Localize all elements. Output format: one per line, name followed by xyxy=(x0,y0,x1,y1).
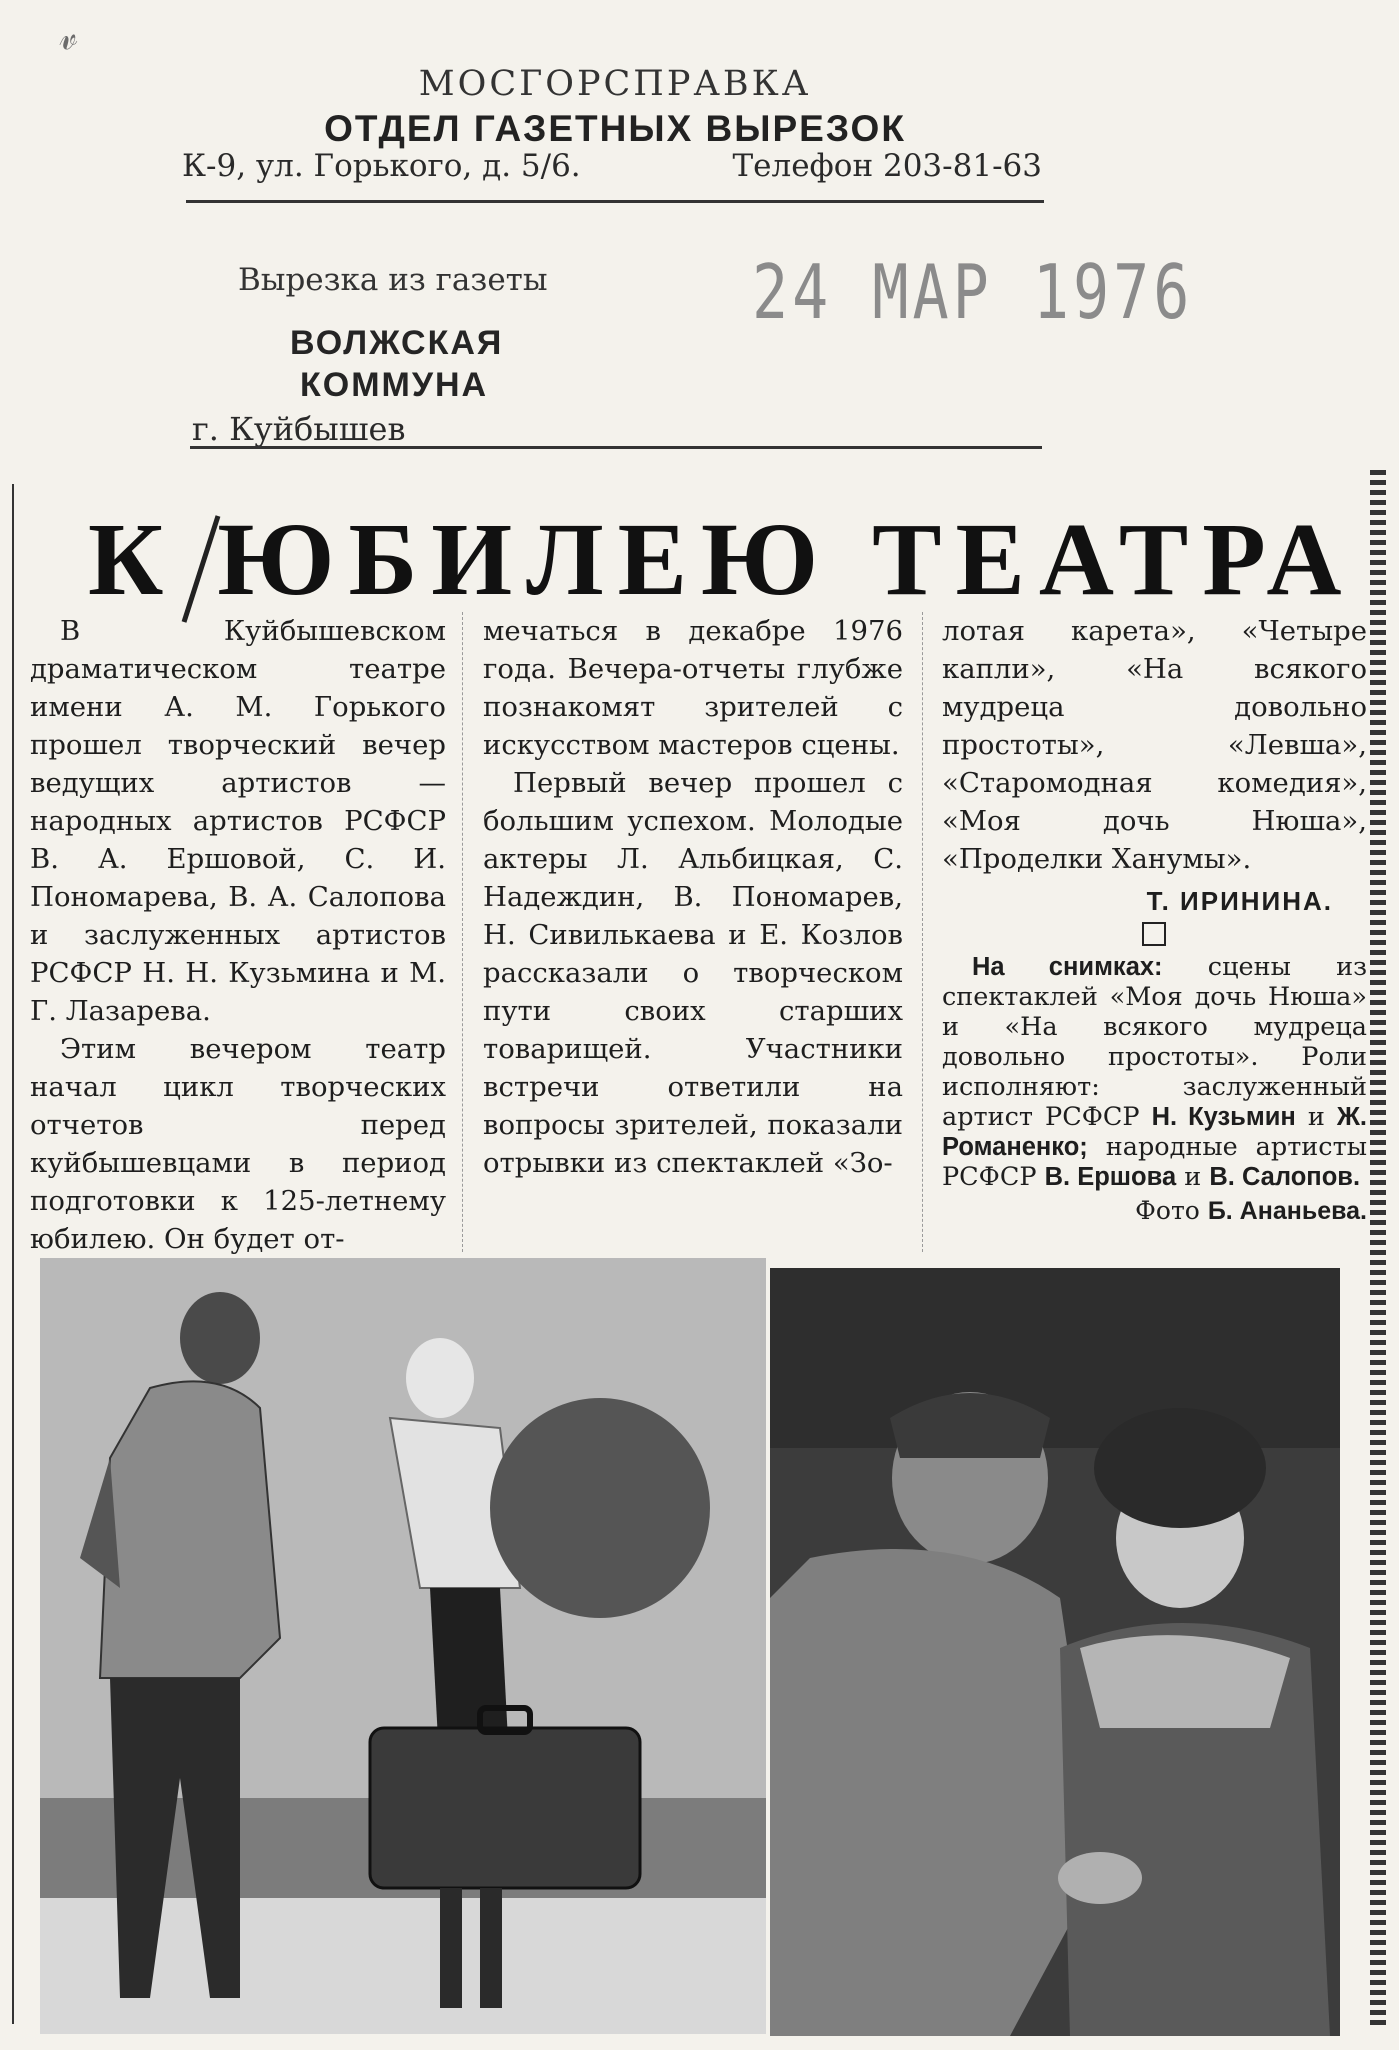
organization-name: МОСГОРСПРАВКА xyxy=(418,64,812,104)
caption-name: Н. Кузьмин xyxy=(1151,1103,1296,1131)
address-line xyxy=(182,148,1042,184)
newspaper-name-line2: КОММУНА xyxy=(300,366,489,404)
phone: Телефон 203-81-63 xyxy=(732,148,1042,184)
clipping-label: Вырезка из газеты xyxy=(238,262,548,298)
article-column-1 xyxy=(30,612,446,1258)
paragraph: Первый вечер прошел с большим успехом. Молодые актеры Л. Альбицкая, С. Надеждин, В. Пономарев, Н. Сивилькаева и Е. Козлов рассказали о творческом пути своих старших товарищей. Участники встречи ответили на вопросы зрителей, показали отрывки из спектаклей «Зо- xyxy=(483,767,903,1179)
department-name: ОТДЕЛ ГАЗЕТНЫХ ВЫРЕЗОК xyxy=(324,108,906,149)
scene-photo-left xyxy=(40,1258,766,2034)
address: К-9, ул. Горького, д. 5/6. xyxy=(182,148,581,184)
caption-text: народные артисты РСФСР xyxy=(942,1132,1367,1192)
clipping-bureau-header xyxy=(180,62,1050,152)
caption-name: В. Ершова xyxy=(1044,1163,1177,1191)
scene-photo-right xyxy=(770,1268,1340,2036)
author-signature: Т. ИРИНИНА. xyxy=(1146,886,1333,916)
paragraph: Этим вечером театр начал цикл творческих отчетов перед куйбышевцами в период подготовки к 125-летнему юбилею. Он будет от- xyxy=(30,1033,446,1255)
column-divider xyxy=(922,612,923,1252)
column-divider xyxy=(462,612,463,1252)
pencil-scribble: 𝓋 xyxy=(53,12,82,60)
paragraph: В Куйбышевском драматическом театре имени А. М. Горького прошел творческий вечер ведущих артистов — народных артистов РСФСР В. А. Ершовой, С. И. Пономарева, В. А. Салопова и заслуженных артистов РСФСР Н. Н. Кузьмина и М. Г. Лазарева. xyxy=(30,615,446,1027)
article-column-2 xyxy=(483,612,903,1182)
caption-and: и xyxy=(1307,1102,1325,1132)
city: г. Куйбышев xyxy=(192,410,406,448)
paragraph: мечаться в декабре 1976 года. Вечера-отчеты глубже познакомят зрителей с искусством мастеров сцены. xyxy=(483,615,903,761)
newspaper-name xyxy=(290,322,503,406)
caption-and: и xyxy=(1184,1162,1202,1192)
caption-name: Ж. Романенко; xyxy=(942,1103,1368,1161)
date-stamp: 24 МАР 1976 xyxy=(752,249,1194,337)
header-divider xyxy=(186,200,1044,203)
scene-photo-left-image xyxy=(40,1258,766,2034)
photo-credit xyxy=(942,1192,1367,1230)
caption-name: В. Салопов. xyxy=(1209,1163,1361,1191)
photo-label: Фото xyxy=(1135,1196,1200,1225)
article-column-3 xyxy=(942,612,1367,1230)
caption-lead: На снимках: xyxy=(972,953,1163,981)
paragraph: лотая карета», «Четыре капли», «На всякого мудреца довольно простоты», «Левша», «Старомодная комедия», «Моя дочь Нюша», «Проделки Ханумы». xyxy=(942,615,1367,875)
end-mark-icon xyxy=(1142,922,1166,946)
clipping-torn-edge xyxy=(1370,470,1386,2030)
photo-caption xyxy=(942,952,1367,1192)
photographer: Б. Ананьева. xyxy=(1207,1197,1367,1225)
scene-photo-right-image xyxy=(770,1268,1340,2036)
clipping-left-edge xyxy=(12,484,14,2024)
source-divider xyxy=(190,446,1042,449)
newspaper-name-line1: ВОЛЖСКАЯ xyxy=(290,324,504,362)
caption-text: сцены из спектаклей «Моя дочь Нюша» и «На всякого мудреца довольно простоты». Роли исполняют: заслуженный артист РСФСР xyxy=(942,952,1367,1132)
article-headline: К ЮБИЛЕЮ ТЕАТРА xyxy=(88,502,1356,617)
